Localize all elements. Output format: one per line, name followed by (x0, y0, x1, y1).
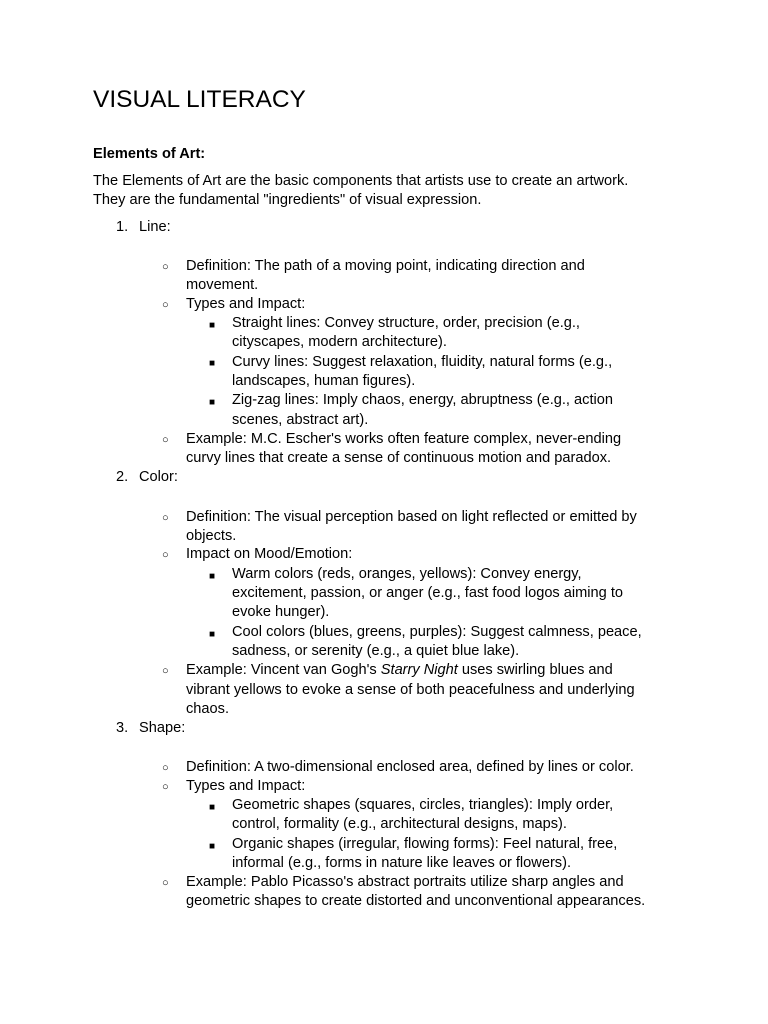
square-bullet: ■ (209, 841, 216, 852)
example-text: uses swirling blues and (457, 662, 613, 678)
sub-bullet-text: Organic shapes (irregular, flowing forms): Feel natural, free, (232, 836, 618, 852)
sub-bullet-text: Warm colors (reds, oranges, yellows): Convey energy, (232, 566, 582, 582)
example-text: Example: Vincent van Gogh's (186, 662, 381, 678)
sub-bullet-text: landscapes, human figures). (232, 373, 416, 389)
bullet-text: Example: Pablo Picasso's abstract portraits utilize sharp angles and (186, 874, 624, 890)
bullet-text: objects. (186, 528, 237, 544)
bullet-text: Definition: The path of a moving point, indicating direction and (186, 258, 585, 274)
bullet-text: Definition: The visual perception based on light reflected or emitted by (186, 509, 637, 525)
bullet-text: geometric shapes to create distorted and unconventional appearances. (186, 893, 646, 909)
circle-bullet: ○ (162, 512, 169, 524)
sub-bullet-text: Straight lines: Convey structure, order, precision (e.g., (232, 315, 580, 331)
circle-bullet: ○ (162, 877, 169, 889)
sub-bullet-text: informal (e.g., forms in nature like leaves or flowers). (232, 855, 572, 871)
circle-bullet: ○ (162, 549, 169, 561)
sub-bullet-text: Curvy lines: Suggest relaxation, fluidity, natural forms (e.g., (232, 354, 613, 370)
list-item-label: Shape: (139, 720, 186, 736)
list-number: 3. (116, 720, 129, 736)
section-heading: Elements of Art: (93, 146, 206, 162)
bullet-text: Impact on Mood/Emotion: (186, 546, 353, 562)
intro-paragraph (93, 172, 693, 211)
list-number: 2. (116, 469, 129, 485)
bullet-text: Types and Impact: (186, 778, 306, 794)
intro-line: The Elements of Art are the basic components that artists use to create an artwork. (93, 173, 629, 189)
sub-bullet-text: Zig-zag lines: Imply chaos, energy, abruptness (e.g., action (232, 392, 613, 408)
square-bullet: ■ (209, 397, 216, 408)
bullet-text: Definition: A two-dimensional enclosed area, defined by lines or color. (186, 759, 634, 775)
circle-bullet: ○ (162, 665, 169, 677)
sub-bullet-text: excitement, passion, or anger (e.g., fast food logos aiming to (232, 585, 624, 601)
square-bullet: ■ (209, 629, 216, 640)
bullet-text (186, 661, 613, 680)
circle-bullet: ○ (162, 762, 169, 774)
bullet-text: curvy lines that create a sense of continuous motion and paradox. (186, 450, 612, 466)
square-bullet: ■ (209, 571, 216, 582)
sub-bullet-text: Cool colors (blues, greens, purples): Suggest calmness, peace, (232, 624, 642, 640)
sub-bullet-text: cityscapes, modern architecture). (232, 334, 447, 350)
square-bullet: ■ (209, 358, 216, 369)
square-bullet: ■ (209, 802, 216, 813)
sub-bullet-text: Geometric shapes (squares, circles, triangles): Imply order, (232, 797, 614, 813)
sub-bullet-text: evoke hunger). (232, 604, 330, 620)
square-bullet: ■ (209, 320, 216, 331)
circle-bullet: ○ (162, 261, 169, 273)
sub-bullet-text: sadness, or serenity (e.g., a quiet blue lake). (232, 643, 520, 659)
bullet-text: Types and Impact: (186, 296, 306, 312)
artwork-title: Starry Night (380, 662, 458, 678)
sub-bullet-text: control, formality (e.g., architectural designs, maps). (232, 816, 567, 832)
bullet-text: vibrant yellows to evoke a sense of both peacefulness and underlying (186, 682, 635, 698)
circle-bullet: ○ (162, 434, 169, 446)
bullet-text: movement. (186, 277, 259, 293)
bullet-text: Example: M.C. Escher's works often feature complex, never-ending (186, 431, 622, 447)
sub-bullet-text: scenes, abstract art). (232, 412, 369, 428)
list-item-label: Line: (139, 219, 171, 235)
document-title: VISUAL LITERACY (93, 86, 306, 113)
circle-bullet: ○ (162, 781, 169, 793)
list-number: 1. (116, 219, 129, 235)
intro-line: They are the fundamental "ingredients" of visual expression. (93, 192, 482, 209)
circle-bullet: ○ (162, 299, 169, 311)
bullet-text: chaos. (186, 701, 229, 717)
list-item-label: Color: (139, 469, 178, 485)
